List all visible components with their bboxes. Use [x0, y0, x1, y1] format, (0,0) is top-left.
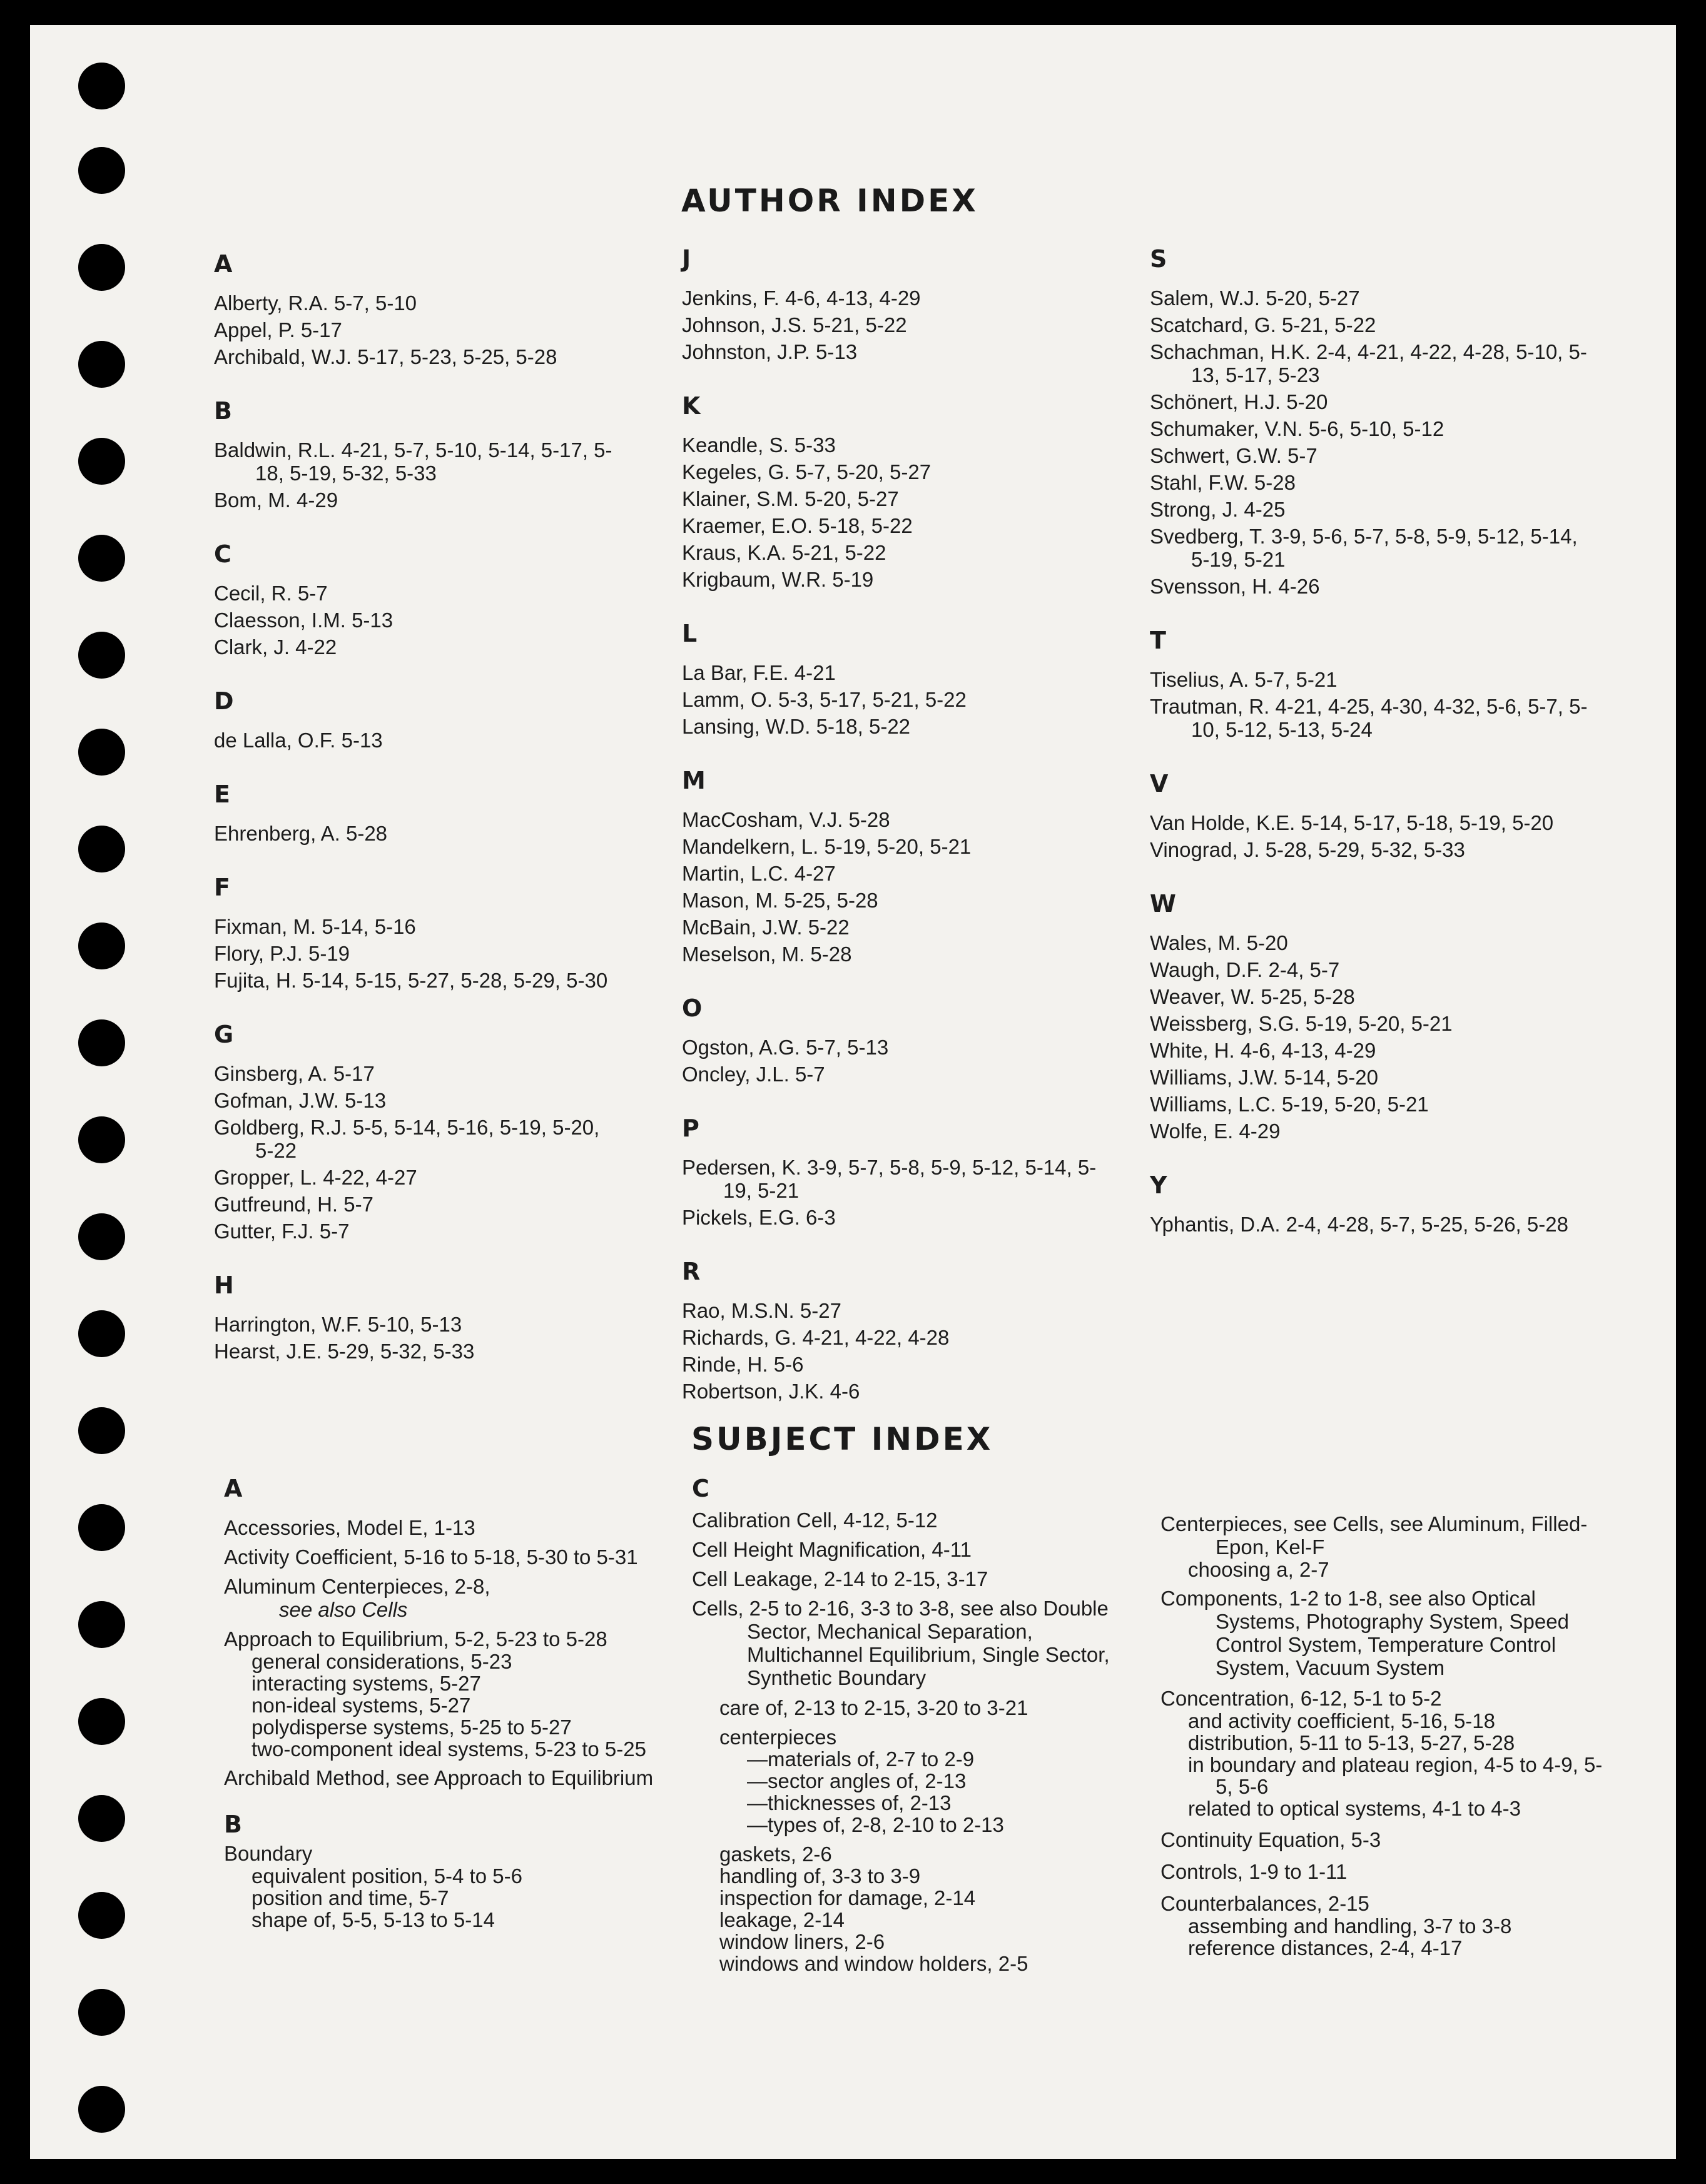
subject-index-column-3	[1160, 1512, 1611, 1959]
author-index-column-3	[1150, 245, 1588, 1265]
binder-hole	[78, 1698, 125, 1745]
author-entry: Gutfreund, H. 5-7	[214, 1193, 373, 1216]
subject-entry: Concentration, 6-12, 5-1 to 5-2	[1160, 1687, 1442, 1710]
binder-hole	[78, 923, 125, 969]
author-entry: Stahl, F.W. 5-28	[1150, 471, 1296, 494]
author-entry: Mandelkern, L. 5-19, 5-20, 5-21	[682, 835, 972, 858]
subject-entry: Activity Coefficient, 5-16 to 5-18, 5-30 to 5-31	[224, 1545, 638, 1569]
author-entry: Claesson, I.M. 5-13	[214, 609, 393, 632]
author-entry: Weissberg, S.G. 5-19, 5-20, 5-21	[1150, 1012, 1453, 1035]
author-section-y	[1150, 1171, 1588, 1236]
author-entry: Ehrenberg, A. 5-28	[214, 822, 388, 845]
subject-entry: Counterbalances, 2-15	[1160, 1892, 1369, 1915]
author-entry: Scatchard, G. 5-21, 5-22	[1150, 313, 1376, 336]
author-entry: Johnson, J.S. 5-21, 5-22	[682, 313, 907, 336]
section-letter: D	[214, 687, 234, 715]
author-section-c	[214, 540, 614, 659]
author-section-a	[214, 250, 614, 368]
subject-subentry: equivalent position, 5-4 to 5-6	[251, 1864, 522, 1888]
section-letter: C	[692, 1475, 709, 1502]
subject-subentries	[1160, 1915, 1611, 1959]
subject-entry: Calibration Cell, 4-12, 5-12	[692, 1509, 938, 1532]
binder-hole	[78, 147, 125, 194]
binder-hole	[78, 1310, 125, 1357]
author-section-s	[1150, 245, 1588, 598]
subject-subentry: two-component ideal systems, 5-23 to 5-25	[251, 1737, 646, 1761]
author-index-title: AUTHOR INDEX	[681, 183, 978, 219]
subject-subentries	[719, 1748, 1130, 1836]
binder-hole	[78, 1407, 125, 1454]
subject-entry: Aluminum Centerpieces, 2-8,	[224, 1575, 490, 1598]
subject-entry: Controls, 1-9 to 1-11	[1160, 1860, 1348, 1883]
author-entry: Wolfe, E. 4-29	[1150, 1120, 1281, 1143]
subject-subentry: —types of, 2-8, 2-10 to 2-13	[747, 1813, 1004, 1836]
author-entry: Archibald, W.J. 5-17, 5-23, 5-25, 5-28	[214, 345, 557, 368]
subject-subentry: care of, 2-13 to 2-15, 3-20 to 3-21	[719, 1696, 1028, 1719]
author-entry: Alberty, R.A. 5-7, 5-10	[214, 291, 417, 315]
section-letter: C	[214, 540, 231, 568]
author-entry: Schwert, G.W. 5-7	[1150, 444, 1318, 467]
author-section-k	[682, 392, 1107, 591]
binder-hole	[78, 63, 125, 109]
author-entry: Clark, J. 4-22	[214, 635, 337, 659]
section-letter: G	[214, 1021, 234, 1048]
author-section-l	[682, 620, 1107, 738]
section-letter: S	[1150, 245, 1167, 273]
subject-subentries	[224, 1651, 656, 1760]
section-letter: B	[224, 1811, 242, 1838]
subject-subentry: windows and window holders, 2-5	[719, 1952, 1028, 1975]
author-entry: Fixman, M. 5-14, 5-16	[214, 915, 416, 938]
author-section-p	[682, 1115, 1107, 1229]
author-entry: Krigbaum, W.R. 5-19	[682, 568, 874, 591]
section-letter: J	[682, 245, 691, 273]
binder-hole	[78, 729, 125, 776]
author-entry: Johnston, J.P. 5-13	[682, 340, 858, 363]
author-entry: Weaver, W. 5-25, 5-28	[1150, 985, 1355, 1008]
subject-subentry: in boundary and plateau region, 4-5 to 4-9, 5-5, 5-6	[1188, 1753, 1603, 1798]
author-entry: Mason, M. 5-25, 5-28	[682, 889, 878, 912]
section-letter: K	[682, 392, 701, 420]
binder-hole	[78, 1116, 125, 1163]
subject-cross-reference: see also Cells	[279, 1598, 408, 1621]
author-entry: McBain, J.W. 5-22	[682, 916, 850, 939]
binder-hole	[78, 632, 125, 679]
subject-subentry: inspection for damage, 2-14	[719, 1886, 976, 1909]
section-letter: V	[1150, 770, 1169, 797]
author-entry: Richards, G. 4-21, 4-22, 4-28	[682, 1326, 950, 1349]
binder-hole	[78, 1504, 125, 1551]
author-entry: Jenkins, F. 4-6, 4-13, 4-29	[682, 286, 921, 310]
author-section-f	[214, 874, 614, 992]
binder-hole	[78, 438, 125, 485]
author-entry: Oncley, J.L. 5-7	[682, 1063, 825, 1086]
subject-subentry: interacting systems, 5-27	[251, 1672, 481, 1695]
subject-subentry: centerpieces	[719, 1726, 837, 1749]
author-entry: Rinde, H. 5-6	[682, 1353, 804, 1376]
author-section-v	[1150, 770, 1588, 861]
author-entry: La Bar, F.E. 4-21	[682, 661, 836, 684]
author-entry: Waugh, D.F. 2-4, 5-7	[1150, 958, 1340, 981]
author-entry: Cecil, R. 5-7	[214, 582, 328, 605]
binder-hole	[78, 1019, 125, 1066]
subject-subentry: reference distances, 2-4, 4-17	[1188, 1936, 1463, 1959]
binder-hole	[78, 244, 125, 291]
section-letter: M	[682, 767, 706, 794]
binder-hole	[78, 1892, 125, 1939]
author-entry: Rao, M.S.N. 5-27	[682, 1299, 841, 1322]
author-entry: Lamm, O. 5-3, 5-17, 5-21, 5-22	[682, 688, 967, 711]
subject-section-a	[224, 1475, 656, 1789]
section-letter: R	[682, 1258, 701, 1285]
subject-entry: Components, 1-2 to 1-8, see also Optical Systems, Photography System, Speed Control System, Temperature Control System, Vacuum System	[1160, 1587, 1569, 1679]
subject-subentry: non-ideal systems, 5-27	[251, 1694, 471, 1717]
author-entry: Kraemer, E.O. 5-18, 5-22	[682, 514, 913, 537]
author-entry: Klainer, S.M. 5-20, 5-27	[682, 487, 899, 510]
author-section-g	[214, 1021, 614, 1243]
author-entry: Pickels, E.G. 6-3	[682, 1206, 836, 1229]
section-letter: A	[224, 1475, 243, 1502]
author-entry: Meselson, M. 5-28	[682, 943, 852, 966]
author-entry: Schumaker, V.N. 5-6, 5-10, 5-12	[1150, 417, 1445, 440]
author-entry: Kegeles, G. 5-7, 5-20, 5-27	[682, 460, 932, 483]
section-letter: A	[214, 250, 233, 278]
binder-hole	[78, 1601, 125, 1648]
author-entry: Tiselius, A. 5-7, 5-21	[1150, 668, 1338, 691]
author-entry: Hearst, J.E. 5-29, 5-32, 5-33	[214, 1340, 475, 1363]
author-entry: Yphantis, D.A. 2-4, 4-28, 5-7, 5-25, 5-26, 5-28	[1150, 1213, 1568, 1236]
author-entry: Lansing, W.D. 5-18, 5-22	[682, 715, 911, 738]
section-letter: L	[682, 620, 698, 647]
author-section-e	[214, 781, 614, 845]
author-entry: Schönert, H.J. 5-20	[1150, 390, 1328, 413]
author-entry: Appel, P. 5-17	[214, 318, 342, 341]
subject-subentry: related to optical systems, 4-1 to 4-3	[1188, 1797, 1521, 1820]
section-letter: T	[1150, 627, 1166, 654]
author-section-h	[214, 1271, 614, 1363]
subject-subentry: distribution, 5-11 to 5-13, 5-27, 5-28	[1188, 1731, 1515, 1754]
author-entry: Strong, J. 4-25	[1150, 498, 1286, 521]
subject-entry: Archibald Method, see Approach to Equilibrium	[224, 1766, 654, 1789]
subject-subentry: leakage, 2-14	[719, 1908, 845, 1931]
author-entry: Flory, P.J. 5-19	[214, 942, 350, 965]
subject-subentry: general considerations, 5-23	[251, 1650, 512, 1673]
subject-subentry: assembing and handling, 3-7 to 3-8	[1188, 1914, 1512, 1938]
section-letter: P	[682, 1115, 699, 1142]
subject-subentry: and activity coefficient, 5-16, 5-18	[1188, 1709, 1496, 1732]
author-entry: Williams, L.C. 5-19, 5-20, 5-21	[1150, 1093, 1429, 1116]
subject-subentry: shape of, 5-5, 5-13 to 5-14	[251, 1908, 495, 1931]
binder-hole	[78, 1795, 125, 1842]
subject-subentry: —materials of, 2-7 to 2-9	[747, 1747, 975, 1771]
subject-subentries	[224, 1865, 656, 1931]
section-letter: F	[214, 874, 230, 901]
subject-entry: Continuity Equation, 5-3	[1160, 1828, 1381, 1851]
section-letter: B	[214, 397, 232, 425]
subject-entry: Centerpieces, see Cells, see Aluminum, Filled-Epon, Kel-F	[1160, 1512, 1588, 1559]
author-entry: Robertson, J.K. 4-6	[682, 1380, 860, 1403]
author-entry: Gofman, J.W. 5-13	[214, 1089, 387, 1112]
subject-entry: Accessories, Model E, 1-13	[224, 1516, 475, 1539]
subject-subentry: gaskets, 2-6	[719, 1843, 832, 1866]
author-entry: Ogston, A.G. 5-7, 5-13	[682, 1036, 889, 1059]
section-letter: O	[682, 994, 703, 1022]
binder-hole	[78, 2086, 125, 2133]
author-entry: Trautman, R. 4-21, 4-25, 4-30, 4-32, 5-6, 5-7, 5-10, 5-12, 5-13, 5-24	[1150, 695, 1588, 741]
author-entry: Kraus, K.A. 5-21, 5-22	[682, 541, 886, 564]
author-section-b	[214, 397, 614, 512]
author-section-d	[214, 687, 614, 752]
binder-hole	[78, 341, 125, 388]
subject-index-column-1	[224, 1475, 656, 1959]
subject-subentry: window liners, 2-6	[719, 1930, 885, 1953]
author-entry: MacCosham, V.J. 5-28	[682, 808, 890, 831]
subject-subentry: polydisperse systems, 5-25 to 5-27	[251, 1716, 572, 1739]
author-section-j	[682, 245, 1107, 363]
author-index-column-2	[682, 245, 1107, 1432]
author-entry: Svedberg, T. 3-9, 5-6, 5-7, 5-8, 5-9, 5-12, 5-14, 5-19, 5-21	[1150, 525, 1578, 571]
author-index-column-1	[214, 250, 614, 1392]
author-entry: Schachman, H.K. 2-4, 4-21, 4-22, 4-28, 5-10, 5-13, 5-17, 5-23	[1150, 340, 1587, 387]
subject-index-title: SUBJECT INDEX	[691, 1421, 993, 1457]
author-entry: Harrington, W.F. 5-10, 5-13	[214, 1313, 462, 1336]
author-entry: Williams, J.W. 5-14, 5-20	[1150, 1066, 1378, 1089]
binder-hole	[78, 826, 125, 872]
author-entry: Goldberg, R.J. 5-5, 5-14, 5-16, 5-19, 5-20, 5-22	[214, 1116, 600, 1162]
author-entry: Baldwin, R.L. 4-21, 5-7, 5-10, 5-14, 5-17, 5-18, 5-19, 5-32, 5-33	[214, 438, 612, 485]
section-letter: H	[214, 1271, 234, 1299]
binder-hole	[78, 535, 125, 582]
author-entry: Gutter, F.J. 5-7	[214, 1220, 350, 1243]
subject-subentry: —thicknesses of, 2-13	[747, 1791, 952, 1814]
author-entry: Keandle, S. 5-33	[682, 433, 836, 457]
author-section-r	[682, 1258, 1107, 1403]
author-entry: Salem, W.J. 5-20, 5-27	[1150, 286, 1360, 310]
subject-entry: Boundary	[224, 1842, 313, 1865]
author-section-o	[682, 994, 1107, 1086]
subject-subentry: position and time, 5-7	[251, 1886, 449, 1909]
section-letter: Y	[1150, 1171, 1167, 1199]
subject-subentry: handling of, 3-3 to 3-9	[719, 1864, 921, 1888]
subject-entry: Cells, 2-5 to 2-16, 3-3 to 3-8, see also Double Sector, Mechanical Separation, Multichannel Equilibrium, Single Sector, Synthetic Boundary	[692, 1597, 1110, 1689]
section-letter: W	[1150, 890, 1176, 918]
author-section-m	[682, 767, 1107, 966]
binder-hole	[78, 1213, 125, 1260]
subject-entry: Approach to Equilibrium, 5-2, 5-23 to 5-28	[224, 1627, 607, 1651]
section-letter: E	[214, 781, 230, 808]
subject-subentry: choosing a, 2-7	[1188, 1558, 1329, 1581]
author-entry: Wales, M. 5-20	[1150, 931, 1288, 954]
author-section-w	[1150, 890, 1588, 1143]
author-entry: de Lalla, O.F. 5-13	[214, 729, 383, 752]
author-entry: Pedersen, K. 3-9, 5-7, 5-8, 5-9, 5-12, 5-14, 5-19, 5-21	[682, 1156, 1097, 1202]
subject-subentries	[692, 1843, 1130, 1974]
binder-hole	[78, 1989, 125, 2036]
subject-subentry: —sector angles of, 2-13	[747, 1769, 967, 1792]
author-section-t	[1150, 627, 1588, 741]
author-entry: Martin, L.C. 4-27	[682, 862, 836, 885]
author-entry: Bom, M. 4-29	[214, 488, 338, 512]
author-entry: Gropper, L. 4-22, 4-27	[214, 1166, 417, 1189]
author-entry: Vinograd, J. 5-28, 5-29, 5-32, 5-33	[1150, 838, 1465, 861]
subject-index-column-2	[692, 1475, 1130, 1974]
subject-entry: Cell Leakage, 2-14 to 2-15, 3-17	[692, 1567, 988, 1590]
author-entry: Van Holde, K.E. 5-14, 5-17, 5-18, 5-19, 5-20	[1150, 811, 1554, 834]
subject-section-b	[224, 1811, 656, 1931]
author-entry: White, H. 4-6, 4-13, 4-29	[1150, 1039, 1376, 1062]
author-entry: Svensson, H. 4-26	[1150, 575, 1320, 598]
subject-subentries	[1160, 1710, 1611, 1819]
subject-entry: Cell Height Magnification, 4-11	[692, 1538, 972, 1561]
author-entry: Fujita, H. 5-14, 5-15, 5-27, 5-28, 5-29, 5-30	[214, 969, 608, 992]
author-entry: Ginsberg, A. 5-17	[214, 1062, 375, 1085]
